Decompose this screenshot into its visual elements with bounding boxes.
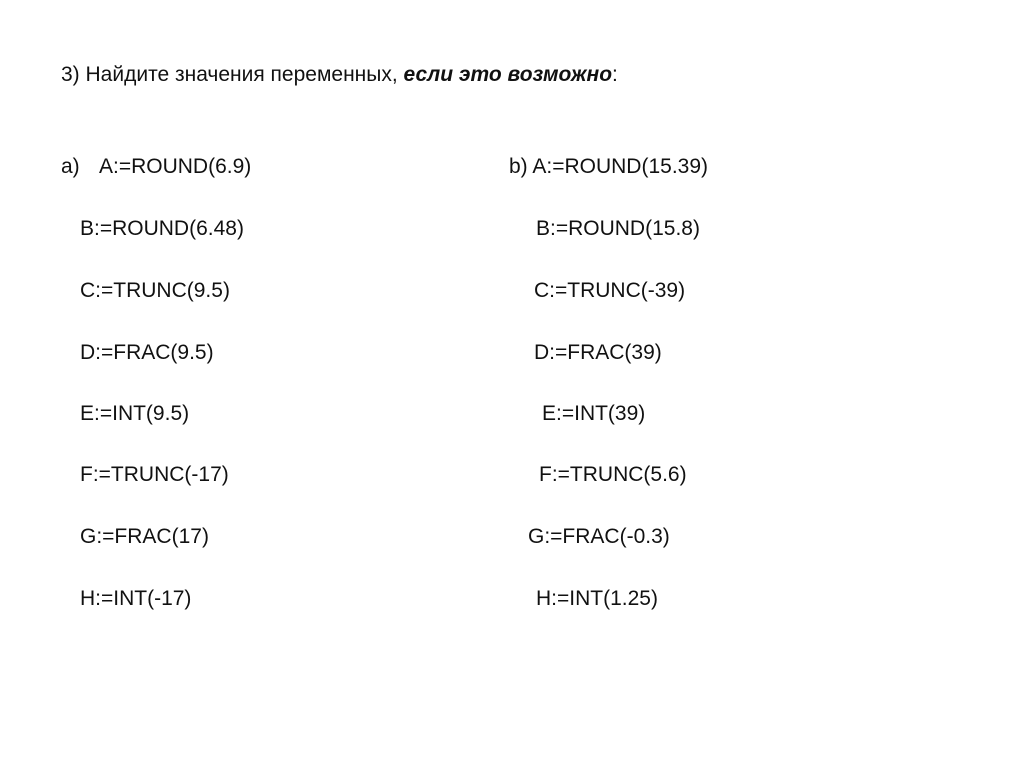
column-a-item-b: B:=ROUND(6.48) xyxy=(80,217,244,240)
column-a-item-f: F:=TRUNC(-17) xyxy=(80,463,229,486)
column-b-item-a xyxy=(509,153,708,181)
column-a-item-a xyxy=(61,153,251,181)
task-heading xyxy=(61,61,618,89)
task-heading-emphasis: если это возможно xyxy=(403,63,613,86)
column-b-item-g: G:=FRAC(-0.3) xyxy=(528,525,670,548)
column-b-item-h: H:=INT(1.25) xyxy=(536,587,658,610)
task-heading-prefix: 3) Найдите значения переменных, xyxy=(61,63,404,86)
column-b-item-f: F:=TRUNC(5.6) xyxy=(539,463,687,486)
column-a-item-d: D:=FRAC(9.5) xyxy=(80,341,214,364)
column-a-item-h: H:=INT(-17) xyxy=(80,587,192,610)
column-a-expression: A:=ROUND(6.9) xyxy=(99,155,252,178)
column-b-item-b: B:=ROUND(15.8) xyxy=(536,217,700,240)
column-a-item-e: E:=INT(9.5) xyxy=(80,402,190,425)
column-a-item-g: G:=FRAC(17) xyxy=(80,525,209,548)
column-b-marker: b) xyxy=(509,155,528,178)
column-b-item-c: C:=TRUNC(-39) xyxy=(534,279,686,302)
task-heading-suffix: : xyxy=(612,63,618,86)
column-b-item-d: D:=FRAC(39) xyxy=(534,341,662,364)
column-a-marker: a) xyxy=(61,155,80,178)
column-b-item-e: E:=INT(39) xyxy=(542,402,646,425)
column-a-item-c: C:=TRUNC(9.5) xyxy=(80,279,230,302)
column-b-expression: A:=ROUND(15.39) xyxy=(532,155,709,178)
